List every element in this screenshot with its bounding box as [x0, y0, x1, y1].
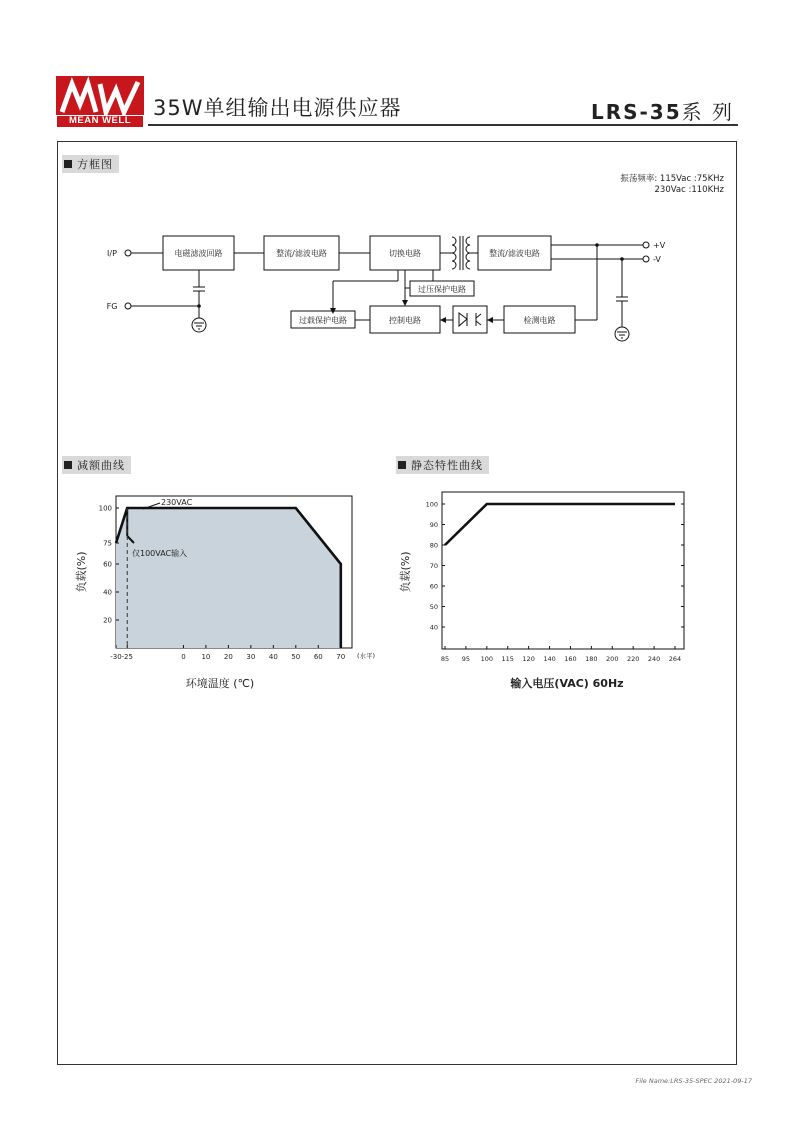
footer-filename: File Name:LRS-35-SPEC 2021-09-17 — [635, 1077, 752, 1085]
label-100vac: 仅100VAC输入 — [132, 549, 188, 558]
x-tick-label: 160 — [564, 655, 577, 663]
rectifier-label-2: 整流/滤波电路 — [489, 249, 540, 258]
x-tick-label: 100 — [480, 655, 494, 663]
osc-230: 230Vac :110KHz — [654, 185, 724, 195]
x-tick-label: 20 — [223, 653, 233, 661]
section-derating-curve: 减额曲线 — [62, 456, 131, 474]
x-tick-label: 220 — [626, 655, 640, 663]
vplus-label: +V — [653, 241, 666, 250]
static-y-axis-label: 负载(%) — [399, 551, 412, 593]
y-tick-label: 100 — [425, 500, 438, 509]
y-tick-label: 80 — [429, 541, 438, 550]
y-tick-label: 100 — [98, 504, 112, 513]
y-tick-label: 60 — [103, 560, 112, 569]
fg-label: FG — [106, 302, 118, 311]
y-tick-label: 20 — [103, 616, 112, 625]
x-tick-label: 85 — [440, 655, 450, 663]
derating-y-axis-label: 负载(%) — [75, 551, 88, 593]
detect-label: 检测电路 — [523, 316, 556, 325]
x-tick-label: 120 — [522, 655, 535, 663]
x-tick-label: 60 — [313, 653, 323, 661]
y-tick-label: 90 — [429, 521, 438, 529]
y-tick-label: 60 — [429, 582, 438, 591]
osc-label: 振荡频率: — [620, 174, 658, 184]
y-tick-label: 40 — [429, 623, 438, 632]
osc-115: 115Vac :75KHz — [659, 174, 724, 184]
static-x-axis-label: 输入电压(VAC) 60Hz — [510, 677, 624, 690]
static-frame — [442, 492, 684, 649]
logo-text: MEAN WELL — [68, 115, 132, 126]
y-tick-label: 70 — [429, 562, 438, 570]
rectifier-label-1: 整流/滤波电路 — [276, 249, 327, 258]
series-model: LRS-35 — [590, 100, 682, 124]
y-tick-label: 75 — [103, 539, 112, 548]
label-230vac: 230VAC — [161, 498, 193, 507]
y-tick-label: 50 — [429, 603, 438, 611]
x-tick-label: 0 — [181, 653, 186, 661]
document-title: 35W单组输出电源供应器 — [153, 96, 402, 120]
x-tick-label: 50 — [291, 653, 301, 661]
ip-label: I/P — [107, 249, 117, 258]
x-tick-label: 200 — [606, 655, 619, 663]
ovp-label: 过压保护电路 — [418, 285, 466, 294]
x-tick-label: -30 — [110, 653, 122, 661]
x-tick-label: 264 — [668, 655, 682, 663]
static-curve — [445, 504, 675, 545]
emi-label: 电磁滤波回路 — [174, 249, 223, 258]
x-unit-label: (水平) — [357, 652, 376, 660]
vminus-label: -V — [653, 255, 661, 264]
y-tick-label: 40 — [103, 588, 112, 597]
x-tick-label: 10 — [201, 653, 211, 661]
x-tick-label: 115 — [501, 655, 514, 663]
derating-x-axis-label: 环境温度 (℃) — [185, 677, 255, 690]
x-tick-label: -25 — [121, 653, 133, 661]
x-tick-label: 180 — [585, 655, 598, 663]
control-label: 控制电路 — [389, 316, 421, 325]
section-block-diagram: 方框图 — [62, 155, 119, 173]
x-tick-label: 40 — [268, 653, 278, 661]
section-static-curve: 静态特性曲线 — [396, 456, 489, 474]
series-suffix: 系 列 — [681, 100, 734, 124]
switch-label: 切换电路 — [389, 249, 421, 258]
olp-label: 过载保护电路 — [299, 316, 347, 325]
x-tick-label: 95 — [461, 655, 471, 663]
x-tick-label: 70 — [336, 653, 346, 661]
x-tick-label: 240 — [647, 655, 661, 663]
x-tick-label: 140 — [543, 655, 556, 663]
x-tick-label: 30 — [246, 653, 256, 661]
